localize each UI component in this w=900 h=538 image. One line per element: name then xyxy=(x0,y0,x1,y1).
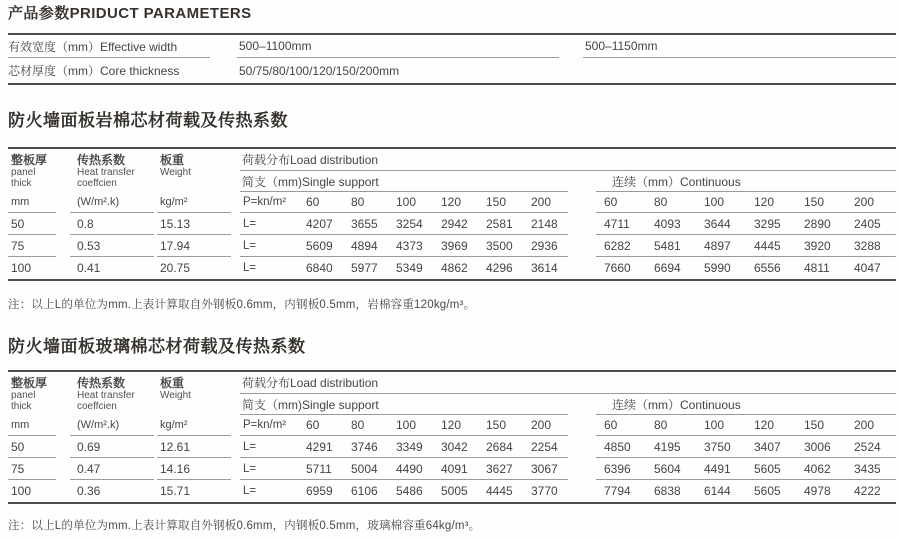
weight-value: 17.94 xyxy=(157,235,231,257)
table-row xyxy=(8,235,896,257)
weight-value: 12.61 xyxy=(157,436,231,458)
span-value: 2148 xyxy=(531,216,558,231)
continuous-pressures xyxy=(596,415,896,436)
pressure-value: 60 xyxy=(604,195,618,209)
span-value: 4445 xyxy=(754,238,781,253)
thickness-value: 100 xyxy=(11,261,32,275)
continuous-values xyxy=(596,235,896,257)
span-value: 5605 xyxy=(754,461,781,476)
pressure-value: 100 xyxy=(704,195,725,209)
span-value: 4207 xyxy=(306,216,333,231)
pressure-value: 100 xyxy=(396,195,417,209)
rockwool-load-table xyxy=(8,147,896,281)
column-gap xyxy=(568,480,596,502)
pressure-value: 100 xyxy=(704,418,725,432)
product-parameters-table xyxy=(8,33,896,85)
span-value: 4445 xyxy=(486,484,513,498)
span-value: 3407 xyxy=(754,439,781,454)
single-support-pressures xyxy=(240,192,568,213)
span-value: 4811 xyxy=(804,261,830,275)
column-gap xyxy=(568,192,596,213)
header-panel-thickness xyxy=(8,372,56,436)
weight-value: 15.71 xyxy=(160,484,191,498)
span-value: 3435 xyxy=(854,461,881,476)
glasswool-section-title: 防火墙面板玻璃棉芯材荷载及传热系数 xyxy=(8,337,306,356)
column-gap xyxy=(568,394,596,415)
coeff-unit-label: (W/m².k) xyxy=(77,419,120,431)
pressure-value: 80 xyxy=(351,195,365,209)
span-value: 2684 xyxy=(486,439,513,454)
single-support-values xyxy=(240,480,568,502)
effective-width-label: 有效宽度（mm）Effective width xyxy=(8,35,210,58)
panel-thick-en-label: thick xyxy=(11,178,32,189)
span-value: 5990 xyxy=(704,261,731,275)
span-value: 6282 xyxy=(604,238,631,253)
single-support-values xyxy=(240,235,568,257)
pressure-value: 200 xyxy=(531,418,552,432)
column-gap xyxy=(568,436,596,458)
span-value: 4897 xyxy=(704,238,731,253)
coeff-value: 0.41 xyxy=(77,261,101,275)
span-value: 2890 xyxy=(804,216,831,231)
span-value: 6838 xyxy=(654,484,681,498)
length-label: L= xyxy=(243,440,257,453)
span-value: 6396 xyxy=(604,461,631,476)
span-value: 4850 xyxy=(604,439,631,454)
span-value: 5481 xyxy=(654,238,681,253)
length-label: L= xyxy=(243,262,257,274)
panel-thick-cn-label: 整板厚 xyxy=(11,376,48,390)
core-thickness-value-1: 50/75/80/100/120/150/200mm xyxy=(239,63,400,78)
span-value: 4093 xyxy=(654,216,681,231)
continuous-label: 连续（mm）Continuous xyxy=(596,394,896,415)
span-value: 4296 xyxy=(486,261,513,275)
span-value: 3288 xyxy=(854,238,881,253)
span-value: 5977 xyxy=(351,261,378,275)
continuous-values xyxy=(596,257,896,279)
span-value: 3627 xyxy=(486,461,513,476)
span-value: 6144 xyxy=(704,484,731,498)
span-value: 5349 xyxy=(396,261,423,275)
support-type-row xyxy=(240,171,896,192)
single-support-values xyxy=(240,436,568,458)
span-value: 3969 xyxy=(441,238,468,253)
column-gap xyxy=(568,213,596,235)
pressure-label: P=kn/m² xyxy=(243,419,287,431)
core-thickness-label: 芯材厚度（mm）Core thickness xyxy=(8,64,180,78)
effective-width-value-2: 500–1150mm xyxy=(583,35,896,58)
span-value: 3254 xyxy=(396,216,423,231)
span-value: 4711 xyxy=(604,216,630,231)
table-row xyxy=(8,213,896,235)
span-value: 2405 xyxy=(854,216,881,231)
span-value: 5604 xyxy=(654,461,681,476)
pressure-value: 200 xyxy=(531,195,552,209)
coeff-value: 0.36 xyxy=(77,484,101,498)
support-type-row xyxy=(240,394,896,415)
table-row xyxy=(8,35,896,58)
span-value: 6959 xyxy=(306,484,333,498)
continuous-values xyxy=(596,436,896,458)
single-support-values xyxy=(240,458,568,480)
span-value: 3920 xyxy=(804,238,831,253)
span-value: 4373 xyxy=(396,238,423,253)
header-weight xyxy=(157,149,231,213)
span-value: 6694 xyxy=(654,261,681,275)
length-label: L= xyxy=(243,239,257,252)
span-value: 4291 xyxy=(306,439,333,454)
pressure-value: 100 xyxy=(396,418,417,432)
pressure-value: 60 xyxy=(306,418,320,432)
span-value: 5605 xyxy=(754,484,781,498)
span-value: 3750 xyxy=(704,439,731,454)
column-gap xyxy=(568,415,596,436)
column-gap xyxy=(568,171,596,192)
span-value: 4862 xyxy=(441,261,468,275)
panel-thick-en-label: panel xyxy=(11,390,36,401)
continuous-values xyxy=(596,458,896,480)
panel-thick-unit-label: mm xyxy=(11,196,30,208)
pressure-value: 120 xyxy=(754,418,775,432)
pressure-value: 60 xyxy=(604,418,618,432)
span-value: 2936 xyxy=(531,238,558,253)
span-value: 3006 xyxy=(804,439,831,454)
pressure-value: 150 xyxy=(804,418,825,432)
span-value: 3655 xyxy=(351,216,378,231)
span-value: 3500 xyxy=(486,238,513,253)
coeff-cn-label: 传热系数 xyxy=(77,153,126,167)
header-heat-transfer xyxy=(70,372,154,436)
span-value: 4062 xyxy=(804,461,831,476)
pressure-value: 150 xyxy=(486,418,507,432)
thickness-value: 100 xyxy=(11,484,32,498)
span-value: 7794 xyxy=(604,484,631,498)
panel-thick-cn-label: 整板厚 xyxy=(11,153,48,167)
load-table-header xyxy=(8,372,896,436)
coeff-en-label: Heat transfer xyxy=(77,390,135,401)
span-value: 5711 xyxy=(306,461,332,476)
span-value: 5486 xyxy=(396,484,423,498)
thickness-value: 75 xyxy=(8,458,56,480)
coeff-en-label: coeffcien xyxy=(77,178,117,189)
continuous-label: 连续（mm）Continuous xyxy=(596,171,896,192)
pressure-label: P=kn/m² xyxy=(243,196,287,208)
span-value: 2581 xyxy=(486,216,513,231)
single-support-values xyxy=(240,257,568,279)
panel-thick-en-label: panel xyxy=(11,167,36,178)
pressure-value: 200 xyxy=(854,195,875,209)
span-value: 4091 xyxy=(441,461,468,476)
span-value: 2942 xyxy=(441,216,468,231)
span-value: 4894 xyxy=(351,238,378,253)
table-row xyxy=(8,58,896,83)
weight-en-label: Weight xyxy=(160,390,191,401)
span-value: 4222 xyxy=(854,484,881,498)
span-value: 2254 xyxy=(531,439,558,454)
span-value: 3295 xyxy=(754,216,781,231)
effective-width-value-1: 500–1100mm xyxy=(237,35,559,58)
load-distribution-header xyxy=(240,372,896,436)
coeff-cn-label: 传热系数 xyxy=(77,376,126,390)
span-value: 3770 xyxy=(531,484,558,498)
weight-unit-label: kg/m² xyxy=(160,419,188,431)
glasswool-load-table xyxy=(8,370,896,504)
length-label: L= xyxy=(243,485,257,497)
weight-cn-label: 板重 xyxy=(160,153,185,167)
continuous-values xyxy=(596,213,896,235)
pressure-value: 120 xyxy=(441,418,462,432)
coeff-value: 0.69 xyxy=(70,436,154,458)
pressure-value: 120 xyxy=(754,195,775,209)
length-label: L= xyxy=(243,462,257,475)
coeff-value: 0.47 xyxy=(70,458,154,480)
coeff-en-label: coeffcien xyxy=(77,401,117,412)
thickness-value: 75 xyxy=(8,235,56,257)
pressure-value: 60 xyxy=(306,195,320,209)
span-value: 3067 xyxy=(531,461,558,476)
column-gap xyxy=(568,235,596,257)
glasswool-note: 注：以上L的单位为mm.上表计算取自外钢板0.6mm，内钢板0.5mm，玻璃棉容重64kg/m³。 xyxy=(8,520,481,532)
page-title: 产品参数PRIDUCT PARAMETERS xyxy=(8,5,252,22)
coeff-value: 0.53 xyxy=(70,235,154,257)
weight-en-label: Weight xyxy=(160,167,191,178)
weight-value: 15.13 xyxy=(157,213,231,235)
table-row xyxy=(8,257,896,279)
span-value: 5005 xyxy=(441,484,468,498)
single-support-label: 简支（mm)Single support xyxy=(240,171,568,192)
header-weight xyxy=(157,372,231,436)
span-value: 4047 xyxy=(854,261,881,275)
column-gap xyxy=(568,458,596,480)
single-support-label: 简支（mm)Single support xyxy=(240,394,568,415)
pressure-value: 200 xyxy=(854,418,875,432)
span-value: 4491 xyxy=(704,461,731,476)
single-support-pressures xyxy=(240,415,568,436)
header-panel-thickness xyxy=(8,149,56,213)
span-value: 4195 xyxy=(654,439,681,454)
thickness-value: 50 xyxy=(8,213,56,235)
pressure-values-row xyxy=(240,415,896,436)
weight-value: 20.75 xyxy=(160,261,191,275)
rockwool-section-title: 防火墙面板岩棉芯材荷载及传热系数 xyxy=(8,111,288,130)
span-value: 2524 xyxy=(854,439,881,454)
pressure-value: 80 xyxy=(654,418,668,432)
coeff-en-label: Heat transfer xyxy=(77,167,135,178)
table-row xyxy=(8,436,896,458)
panel-thick-unit-label: mm xyxy=(11,419,30,431)
coeff-unit-label: (W/m².k) xyxy=(77,196,120,208)
panel-thick-en-label: thick xyxy=(11,401,32,412)
pressure-value: 150 xyxy=(486,195,507,209)
continuous-values xyxy=(596,480,896,502)
pressure-value: 80 xyxy=(654,195,668,209)
load-distribution-title: 荷载分布Load distribution xyxy=(240,372,896,394)
pressure-values-row xyxy=(240,192,896,213)
load-table-header xyxy=(8,149,896,213)
table-row xyxy=(8,458,896,480)
column-gap xyxy=(568,257,596,279)
weight-value: 14.16 xyxy=(157,458,231,480)
length-label: L= xyxy=(243,217,257,230)
pressure-value: 150 xyxy=(804,195,825,209)
span-value: 5609 xyxy=(306,238,333,253)
span-value: 3614 xyxy=(531,261,558,275)
span-value: 3349 xyxy=(396,439,423,454)
span-value: 6556 xyxy=(754,261,781,275)
span-value: 5004 xyxy=(351,461,378,476)
span-value: 3644 xyxy=(704,216,731,231)
span-value: 6840 xyxy=(306,261,333,275)
continuous-pressures xyxy=(596,192,896,213)
rockwool-note: 注：以上L的单位为mm.上表计算取自外钢板0.6mm，内钢板0.5mm，岩棉容重120kg/m³。 xyxy=(8,299,476,311)
weight-unit-label: kg/m² xyxy=(160,196,188,208)
span-value: 7660 xyxy=(604,261,631,275)
coeff-value: 0.8 xyxy=(70,213,154,235)
pressure-value: 80 xyxy=(351,418,365,432)
table-row xyxy=(8,480,896,502)
core-thickness-value-2 xyxy=(583,58,896,83)
span-value: 3042 xyxy=(441,439,468,454)
single-support-values xyxy=(240,213,568,235)
pressure-value: 120 xyxy=(441,195,462,209)
load-distribution-title: 荷载分布Load distribution xyxy=(240,149,896,171)
span-value: 4978 xyxy=(804,484,831,498)
span-value: 3746 xyxy=(351,439,378,454)
weight-cn-label: 板重 xyxy=(160,376,185,390)
header-heat-transfer xyxy=(70,149,154,213)
load-distribution-header xyxy=(240,149,896,213)
span-value: 4490 xyxy=(396,461,423,476)
span-value: 6106 xyxy=(351,484,378,498)
thickness-value: 50 xyxy=(8,436,56,458)
